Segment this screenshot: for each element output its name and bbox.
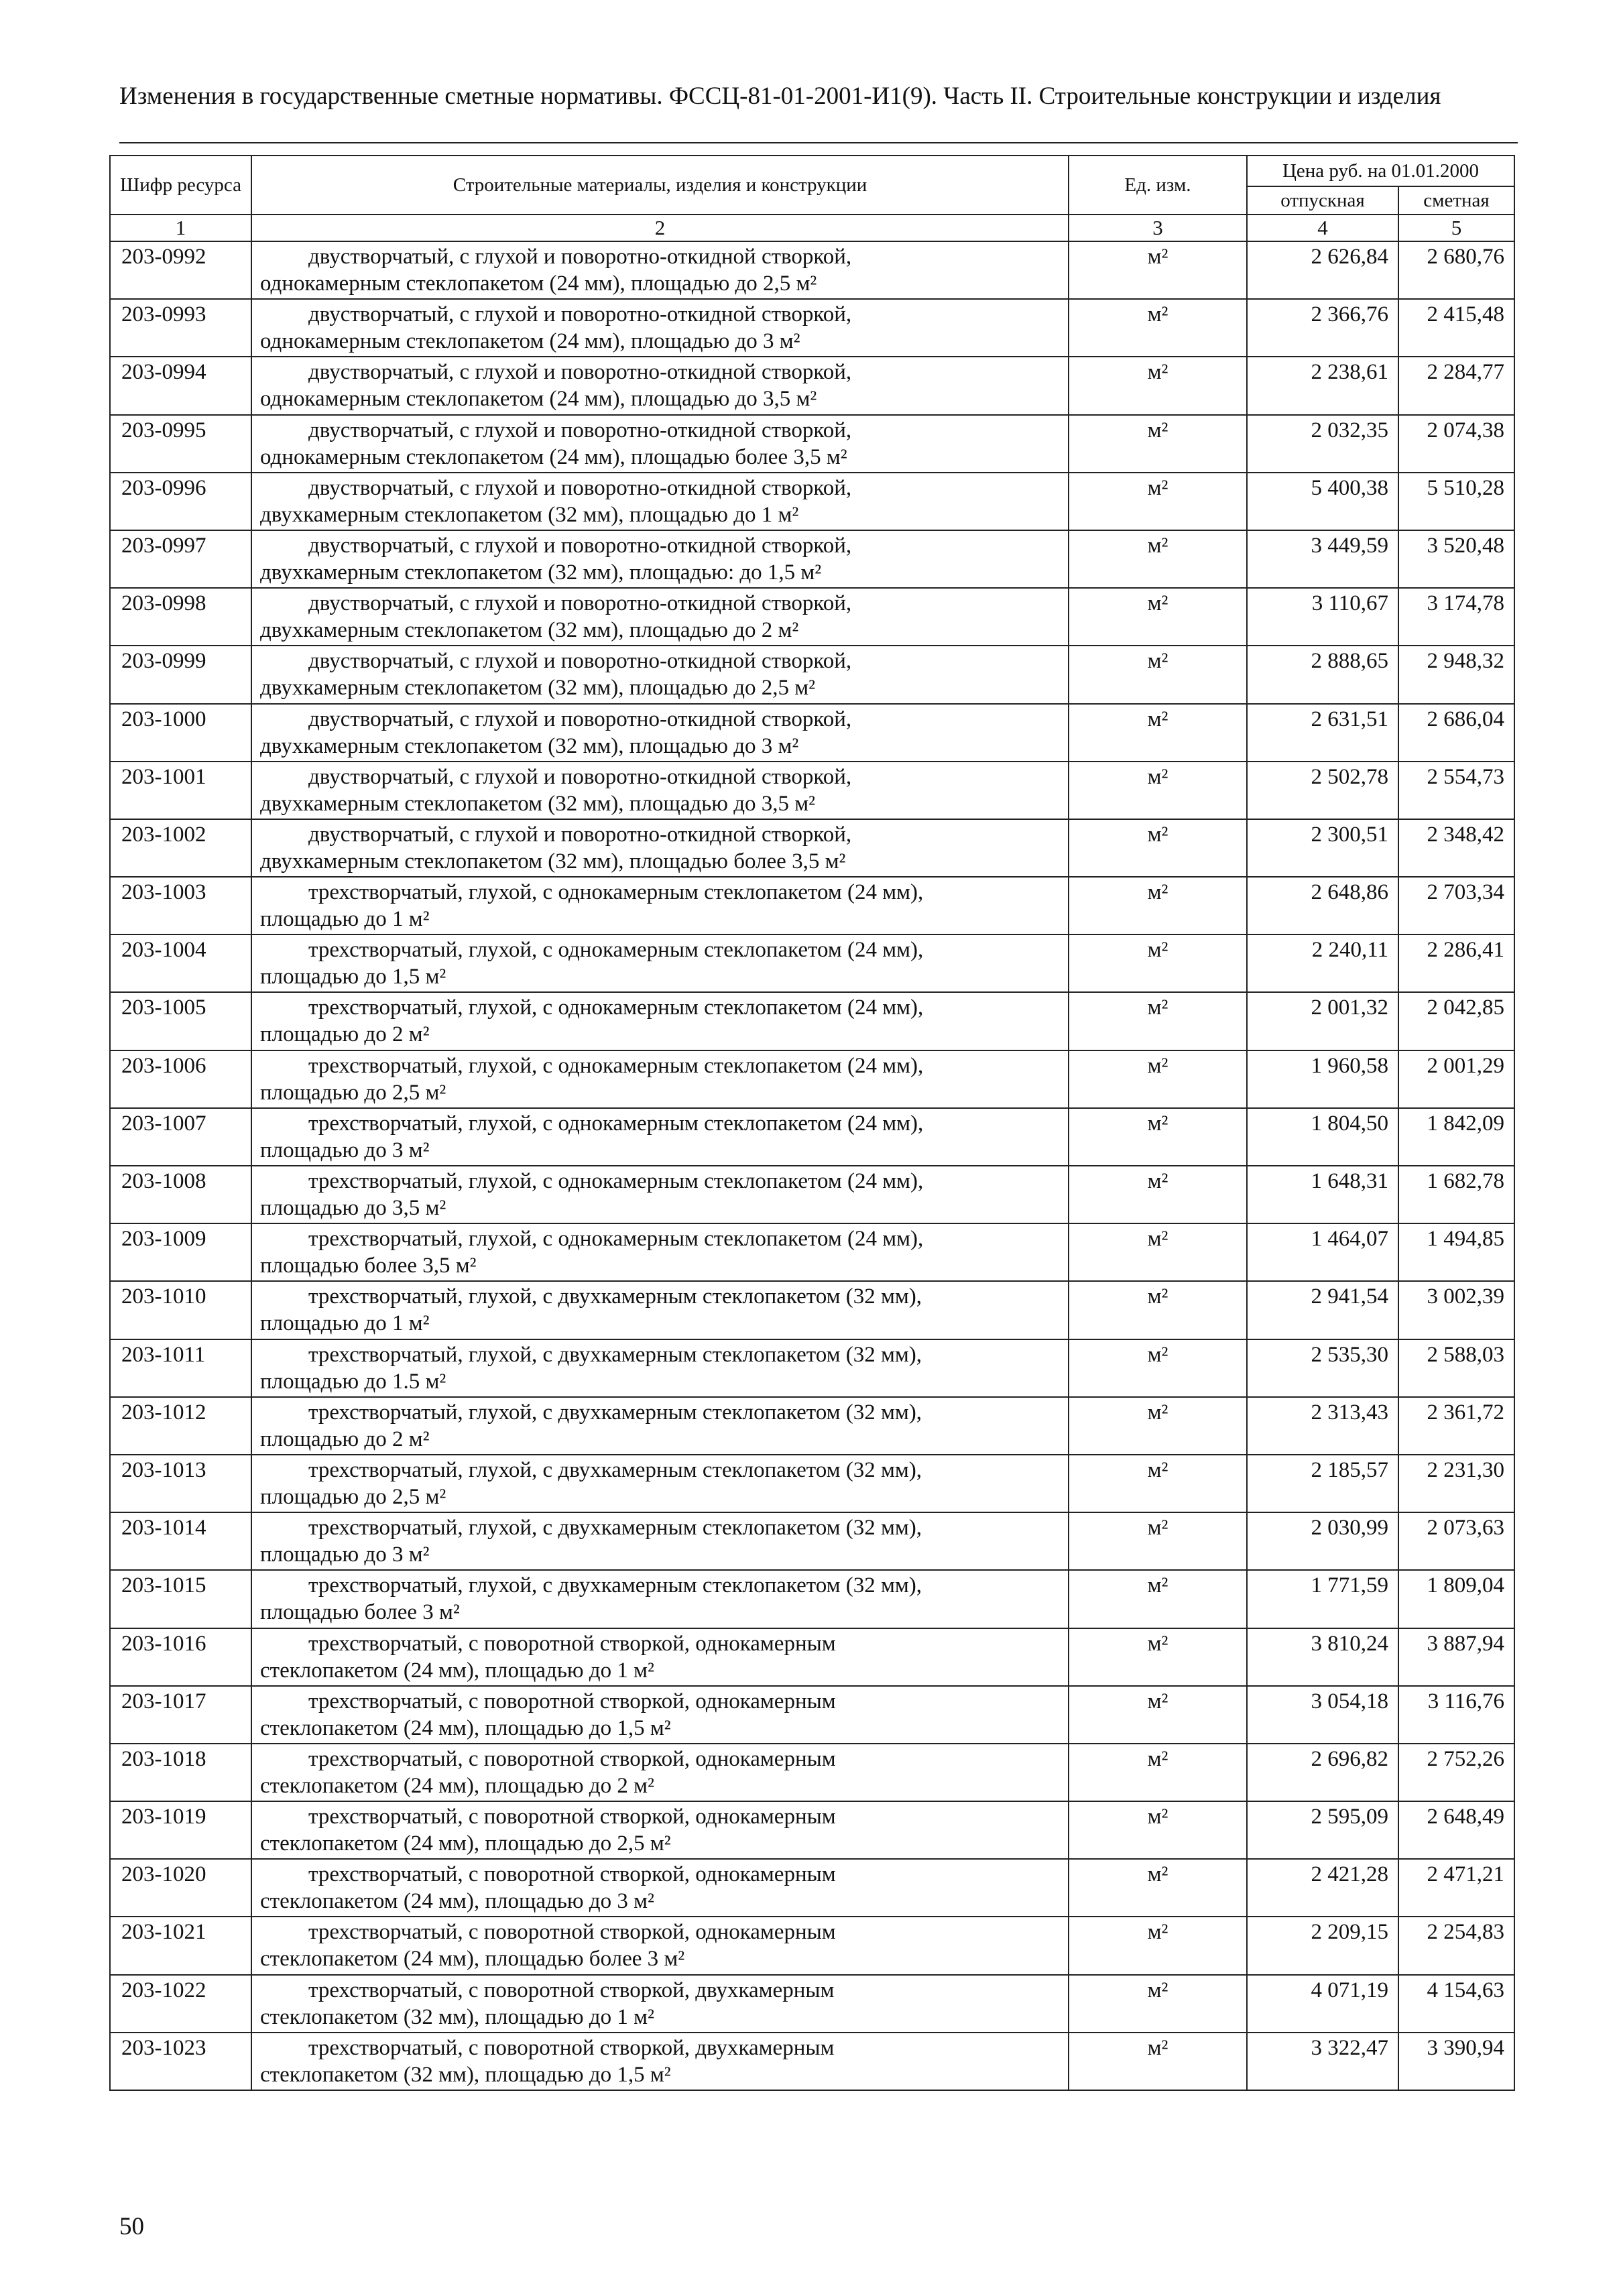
- unit-of-measure: м²: [1069, 588, 1247, 646]
- estimate-price: 1 682,78: [1398, 1166, 1514, 1223]
- unit-of-measure: м²: [1069, 1628, 1247, 1686]
- description-line-2: двухкамерным стеклопакетом (32 мм), площадью до 2,5 м²: [260, 676, 816, 701]
- description-line-2: стеклопакетом (24 мм), площадью до 2 м²: [260, 1773, 654, 1798]
- estimate-price: 3 002,39: [1398, 1281, 1514, 1339]
- table-row: [110, 530, 1514, 588]
- description-line-2: площадью до 3 м²: [260, 1138, 430, 1162]
- description-line-2: двухкамерным стеклопакетом (32 мм), площадью более 3,5 м²: [260, 849, 846, 873]
- release-price: 1 648,31: [1247, 1166, 1398, 1223]
- release-price: 2 001,32: [1247, 992, 1398, 1050]
- description-line-2: стеклопакетом (24 мм), площадью до 2,5 м²: [260, 1831, 671, 1856]
- table-row: [110, 1050, 1514, 1108]
- release-price: 2 421,28: [1247, 1859, 1398, 1917]
- resource-description: [251, 2033, 1069, 2090]
- column-number: 3: [1069, 215, 1247, 241]
- resource-code: 203-1014: [110, 1512, 251, 1570]
- resource-code: 203-1011: [110, 1339, 251, 1397]
- table-row: [110, 819, 1514, 877]
- estimate-price: 2 415,48: [1398, 299, 1514, 357]
- unit-of-measure: м²: [1069, 762, 1247, 819]
- description-line-1: трехстворчатый, глухой, с двухкамерным стеклопакетом (32 мм),: [308, 1573, 922, 1598]
- table-row: [110, 1917, 1514, 1974]
- estimate-price: 2 348,42: [1398, 819, 1514, 877]
- estimate-price: 2 254,83: [1398, 1917, 1514, 1974]
- resource-description: [251, 1570, 1069, 1628]
- resource-description: [251, 704, 1069, 762]
- estimate-price: 1 809,04: [1398, 1570, 1514, 1628]
- estimate-price: 2 231,30: [1398, 1455, 1514, 1512]
- description-line-2: площадью до 1.5 м²: [260, 1369, 446, 1394]
- table-row: [110, 588, 1514, 646]
- unit-of-measure: м²: [1069, 1917, 1247, 1974]
- release-price: 2 696,82: [1247, 1744, 1398, 1801]
- unit-of-measure: м²: [1069, 530, 1247, 588]
- release-price: 2 941,54: [1247, 1281, 1398, 1339]
- estimate-price: 2 752,26: [1398, 1744, 1514, 1801]
- estimate-price: 2 286,41: [1398, 934, 1514, 992]
- table-row: [110, 1801, 1514, 1859]
- column-header-unit: Ед. изм.: [1069, 156, 1247, 215]
- table-row: [110, 241, 1514, 299]
- estimate-price: 2 680,76: [1398, 241, 1514, 299]
- resource-code: 203-0993: [110, 299, 251, 357]
- unit-of-measure: м²: [1069, 1108, 1247, 1166]
- unit-of-measure: м²: [1069, 992, 1247, 1050]
- description-line-1: трехстворчатый, глухой, с однокамерным стеклопакетом (24 мм),: [308, 1111, 924, 1136]
- description-line-1: трехстворчатый, глухой, с двухкамерным стеклопакетом (32 мм),: [308, 1284, 922, 1309]
- description-line-2: двухкамерным стеклопакетом (32 мм), площадью до 3,5 м²: [260, 791, 816, 816]
- column-header-release-price: отпускная: [1247, 186, 1398, 215]
- description-line-1: трехстворчатый, глухой, с однокамерным стеклопакетом (24 мм),: [308, 1053, 924, 1078]
- description-line-2: площадью до 2 м²: [260, 1427, 430, 1451]
- resource-code: 203-0996: [110, 473, 251, 530]
- release-price: 2 313,43: [1247, 1397, 1398, 1455]
- description-line-2: стеклопакетом (32 мм), площадью до 1,5 м²: [260, 2062, 671, 2087]
- table-row: [110, 1512, 1514, 1570]
- description-line-1: двустворчатый, с глухой и поворотно-откидной створкой,: [308, 418, 852, 442]
- column-header-code: Шифр ресурса: [110, 156, 251, 215]
- description-line-2: площадью более 3 м²: [260, 1600, 460, 1625]
- resource-description: [251, 819, 1069, 877]
- estimate-price: 3 390,94: [1398, 2033, 1514, 2090]
- table-row: [110, 1975, 1514, 2033]
- estimate-price: 2 284,77: [1398, 357, 1514, 414]
- estimate-price: 2 686,04: [1398, 704, 1514, 762]
- description-line-2: однокамерным стеклопакетом (24 мм), площадью более 3,5 м²: [260, 444, 847, 469]
- resource-description: [251, 1917, 1069, 1974]
- table-row: [110, 646, 1514, 703]
- table-row: [110, 1570, 1514, 1628]
- column-header-name: Строительные материалы, изделия и конструкции: [251, 156, 1069, 215]
- release-price: 2 626,84: [1247, 241, 1398, 299]
- unit-of-measure: м²: [1069, 1397, 1247, 1455]
- resource-description: [251, 1801, 1069, 1859]
- description-line-1: двустворчатый, с глухой и поворотно-откидной створкой,: [308, 591, 852, 616]
- estimate-price: 2 588,03: [1398, 1339, 1514, 1397]
- resource-description: [251, 992, 1069, 1050]
- header-rule: [119, 142, 1518, 143]
- resource-code: 203-1023: [110, 2033, 251, 2090]
- description-line-1: трехстворчатый, с поворотной створкой, однокамерным: [308, 1631, 836, 1656]
- resource-code: 203-0999: [110, 646, 251, 703]
- table-row: [110, 1223, 1514, 1281]
- release-price: 2 240,11: [1247, 934, 1398, 992]
- unit-of-measure: м²: [1069, 1570, 1247, 1628]
- release-price: 2 888,65: [1247, 646, 1398, 703]
- resource-description: [251, 1281, 1069, 1339]
- description-line-2: стеклопакетом (32 мм), площадью до 1 м²: [260, 2004, 654, 2029]
- unit-of-measure: м²: [1069, 473, 1247, 530]
- description-line-1: трехстворчатый, глухой, с однокамерным стеклопакетом (24 мм),: [308, 880, 924, 905]
- table-row: [110, 1859, 1514, 1917]
- column-header-price-group: Цена руб. на 01.01.2000: [1247, 156, 1514, 186]
- unit-of-measure: м²: [1069, 1975, 1247, 2033]
- description-line-2: площадью до 1 м²: [260, 1311, 430, 1336]
- description-line-1: трехстворчатый, с поворотной створкой, двухкамерным: [308, 1978, 835, 2002]
- description-line-2: двухкамерным стеклопакетом (32 мм), площадью: до 1,5 м²: [260, 560, 822, 585]
- table-row: [110, 1686, 1514, 1744]
- table-row: [110, 704, 1514, 762]
- resource-description: [251, 1975, 1069, 2033]
- release-price: 5 400,38: [1247, 473, 1398, 530]
- resource-code: 203-0992: [110, 241, 251, 299]
- description-line-1: трехстворчатый, с поворотной створкой, однокамерным: [308, 1746, 836, 1771]
- estimate-price: 5 510,28: [1398, 473, 1514, 530]
- release-price: 3 810,24: [1247, 1628, 1398, 1686]
- unit-of-measure: м²: [1069, 1859, 1247, 1917]
- release-price: 3 322,47: [1247, 2033, 1398, 2090]
- table-row: [110, 992, 1514, 1050]
- table-row: [110, 473, 1514, 530]
- estimate-price: 2 554,73: [1398, 762, 1514, 819]
- unit-of-measure: м²: [1069, 2033, 1247, 2090]
- resource-code: 203-0994: [110, 357, 251, 414]
- description-line-2: двухкамерным стеклопакетом (32 мм), площадью до 3 м²: [260, 733, 799, 758]
- release-price: 2 631,51: [1247, 704, 1398, 762]
- description-line-2: площадью до 3,5 м²: [260, 1196, 446, 1220]
- release-price: 2 595,09: [1247, 1801, 1398, 1859]
- table-row: [110, 1455, 1514, 1512]
- description-line-1: трехстворчатый, глухой, с однокамерным стеклопакетом (24 мм),: [308, 1169, 924, 1193]
- description-line-1: трехстворчатый, с поворотной створкой, двухкамерным: [308, 2035, 835, 2060]
- unit-of-measure: м²: [1069, 1223, 1247, 1281]
- resource-code: 203-1019: [110, 1801, 251, 1859]
- resource-price-table: [109, 155, 1515, 2091]
- unit-of-measure: м²: [1069, 1512, 1247, 1570]
- resource-code: 203-1010: [110, 1281, 251, 1339]
- unit-of-measure: м²: [1069, 1801, 1247, 1859]
- resource-code: 203-1004: [110, 934, 251, 992]
- description-line-2: площадью более 3,5 м²: [260, 1254, 477, 1278]
- description-line-2: площадью до 1,5 м²: [260, 965, 446, 989]
- unit-of-measure: м²: [1069, 1339, 1247, 1397]
- table-row: [110, 2033, 1514, 2090]
- resource-code: 203-1005: [110, 992, 251, 1050]
- page-header: [119, 79, 1499, 114]
- release-price: 2 535,30: [1247, 1339, 1398, 1397]
- resource-description: [251, 1108, 1069, 1166]
- description-line-1: трехстворчатый, глухой, с однокамерным стеклопакетом (24 мм),: [308, 938, 924, 963]
- release-price: 2 238,61: [1247, 357, 1398, 414]
- resource-code: 203-1008: [110, 1166, 251, 1223]
- resource-code: 203-1015: [110, 1570, 251, 1628]
- resource-code: 203-0998: [110, 588, 251, 646]
- description-line-1: двустворчатый, с глухой и поворотно-откидной створкой,: [308, 302, 852, 327]
- resource-description: [251, 1512, 1069, 1570]
- column-number: 1: [110, 215, 251, 241]
- description-line-2: стеклопакетом (24 мм), площадью более 3 м²: [260, 1947, 685, 1972]
- resource-description: [251, 1628, 1069, 1686]
- resource-code: 203-1017: [110, 1686, 251, 1744]
- resource-description: [251, 588, 1069, 646]
- resource-description: [251, 415, 1069, 473]
- description-line-2: стеклопакетом (24 мм), площадью до 1 м²: [260, 1658, 654, 1683]
- estimate-price: 3 887,94: [1398, 1628, 1514, 1686]
- table-row: [110, 1281, 1514, 1339]
- release-price: 2 300,51: [1247, 819, 1398, 877]
- release-price: 2 648,86: [1247, 877, 1398, 934]
- resource-code: 203-1003: [110, 877, 251, 934]
- resource-description: [251, 299, 1069, 357]
- estimate-price: 2 042,85: [1398, 992, 1514, 1050]
- description-line-2: однокамерным стеклопакетом (24 мм), площадью до 3 м²: [260, 329, 800, 354]
- description-line-1: трехстворчатый, глухой, с однокамерным стеклопакетом (24 мм),: [308, 1227, 924, 1252]
- unit-of-measure: м²: [1069, 646, 1247, 703]
- release-price: 2 030,99: [1247, 1512, 1398, 1570]
- table-row: [110, 934, 1514, 992]
- resource-code: 203-1020: [110, 1859, 251, 1917]
- unit-of-measure: м²: [1069, 241, 1247, 299]
- estimate-price: 2 703,34: [1398, 877, 1514, 934]
- estimate-price: 2 648,49: [1398, 1801, 1514, 1859]
- unit-of-measure: м²: [1069, 1166, 1247, 1223]
- release-price: 2 032,35: [1247, 415, 1398, 473]
- description-line-2: однокамерным стеклопакетом (24 мм), площадью до 3,5 м²: [260, 387, 817, 412]
- unit-of-measure: м²: [1069, 1281, 1247, 1339]
- table-row: [110, 299, 1514, 357]
- description-line-2: площадью до 3 м²: [260, 1543, 430, 1567]
- description-line-1: двустворчатый, с глухой и поворотно-откидной створкой,: [308, 245, 852, 269]
- table-row: [110, 1166, 1514, 1223]
- estimate-price: 2 471,21: [1398, 1859, 1514, 1917]
- description-line-1: трехстворчатый, глухой, с двухкамерным стеклопакетом (32 мм),: [308, 1457, 922, 1482]
- estimate-price: 2 001,29: [1398, 1050, 1514, 1108]
- resource-code: 203-1018: [110, 1744, 251, 1801]
- resource-description: [251, 934, 1069, 992]
- resource-code: 203-1013: [110, 1455, 251, 1512]
- resource-description: [251, 1686, 1069, 1744]
- column-number: 5: [1398, 215, 1514, 241]
- description-line-2: двухкамерным стеклопакетом (32 мм), площадью до 2 м²: [260, 618, 799, 643]
- resource-description: [251, 473, 1069, 530]
- description-line-2: двухкамерным стеклопакетом (32 мм), площадью до 1 м²: [260, 502, 799, 527]
- description-line-1: трехстворчатый, глухой, с двухкамерным стеклопакетом (32 мм),: [308, 1400, 922, 1425]
- unit-of-measure: м²: [1069, 877, 1247, 934]
- unit-of-measure: м²: [1069, 1744, 1247, 1801]
- table-row: [110, 415, 1514, 473]
- resource-code: 203-1009: [110, 1223, 251, 1281]
- resource-description: [251, 1166, 1069, 1223]
- table-row: [110, 1397, 1514, 1455]
- resource-description: [251, 1050, 1069, 1108]
- estimate-price: 4 154,63: [1398, 1975, 1514, 2033]
- resource-description: [251, 241, 1069, 299]
- column-number: 4: [1247, 215, 1398, 241]
- table-row: [110, 877, 1514, 934]
- table-body: [110, 241, 1514, 2090]
- description-line-1: двустворчатый, с глухой и поворотно-откидной створкой,: [308, 360, 852, 385]
- estimate-price: 3 174,78: [1398, 588, 1514, 646]
- release-price: 1 960,58: [1247, 1050, 1398, 1108]
- release-price: 2 366,76: [1247, 299, 1398, 357]
- description-line-1: двустворчатый, с глухой и поворотно-откидной створкой,: [308, 533, 852, 558]
- estimate-price: 3 520,48: [1398, 530, 1514, 588]
- estimate-price: 1 842,09: [1398, 1108, 1514, 1166]
- table-row: [110, 1108, 1514, 1166]
- resource-code: 203-0997: [110, 530, 251, 588]
- description-line-1: двустворчатый, с глухой и поворотно-откидной створкой,: [308, 822, 852, 847]
- resource-description: [251, 646, 1069, 703]
- estimate-price: 3 116,76: [1398, 1686, 1514, 1744]
- resource-description: [251, 1339, 1069, 1397]
- description-line-2: площадью до 2,5 м²: [260, 1080, 446, 1105]
- unit-of-measure: м²: [1069, 1455, 1247, 1512]
- release-price: 4 071,19: [1247, 1975, 1398, 2033]
- resource-description: [251, 1397, 1069, 1455]
- table-header: [110, 156, 1514, 241]
- resource-code: 203-1006: [110, 1050, 251, 1108]
- description-line-1: трехстворчатый, глухой, с однокамерным стеклопакетом (24 мм),: [308, 995, 924, 1020]
- estimate-price: 2 074,38: [1398, 415, 1514, 473]
- resource-code: 203-1002: [110, 819, 251, 877]
- table-row: [110, 762, 1514, 819]
- unit-of-measure: м²: [1069, 704, 1247, 762]
- description-line-1: двустворчатый, с глухой и поворотно-откидной створкой,: [308, 475, 852, 500]
- resource-code: 203-1012: [110, 1397, 251, 1455]
- resource-code: 203-1021: [110, 1917, 251, 1974]
- table-row: [110, 1339, 1514, 1397]
- table-row: [110, 1744, 1514, 1801]
- resource-description: [251, 762, 1069, 819]
- resource-code: 203-1000: [110, 704, 251, 762]
- description-line-1: двустворчатый, с глухой и поворотно-откидной створкой,: [308, 764, 852, 789]
- resource-code: 203-0995: [110, 415, 251, 473]
- estimate-price: 1 494,85: [1398, 1223, 1514, 1281]
- resource-description: [251, 530, 1069, 588]
- resource-description: [251, 1455, 1069, 1512]
- release-price: 2 185,57: [1247, 1455, 1398, 1512]
- description-line-2: стеклопакетом (24 мм), площадью до 1,5 м²: [260, 1715, 671, 1740]
- unit-of-measure: м²: [1069, 819, 1247, 877]
- description-line-2: стеклопакетом (24 мм), площадью до 3 м²: [260, 1889, 654, 1914]
- unit-of-measure: м²: [1069, 357, 1247, 414]
- release-price: 2 209,15: [1247, 1917, 1398, 1974]
- description-line-1: трехстворчатый, с поворотной створкой, однокамерным: [308, 1689, 836, 1713]
- description-line-1: трехстворчатый, глухой, с двухкамерным стеклопакетом (32 мм),: [308, 1342, 922, 1367]
- resource-code: 203-1016: [110, 1628, 251, 1686]
- description-line-2: площадью до 2,5 м²: [260, 1484, 446, 1509]
- unit-of-measure: м²: [1069, 1050, 1247, 1108]
- description-line-1: двустворчатый, с глухой и поворотно-откидной створкой,: [308, 649, 852, 674]
- release-price: 2 502,78: [1247, 762, 1398, 819]
- estimate-price: 2 361,72: [1398, 1397, 1514, 1455]
- release-price: 3 449,59: [1247, 530, 1398, 588]
- description-line-1: трехстворчатый, с поворотной створкой, однокамерным: [308, 1805, 836, 1829]
- release-price: 3 054,18: [1247, 1686, 1398, 1744]
- table-row: [110, 1628, 1514, 1686]
- column-number: 2: [251, 215, 1069, 241]
- description-line-1: трехстворчатый, глухой, с двухкамерным стеклопакетом (32 мм),: [308, 1516, 922, 1540]
- release-price: 1 804,50: [1247, 1108, 1398, 1166]
- release-price: 1 771,59: [1247, 1570, 1398, 1628]
- description-line-2: площадью до 2 м²: [260, 1022, 430, 1047]
- resource-code: 203-1022: [110, 1975, 251, 2033]
- resource-description: [251, 1744, 1069, 1801]
- description-line-2: однокамерным стеклопакетом (24 мм), площадью до 2,5 м²: [260, 271, 817, 296]
- resource-code: 203-1001: [110, 762, 251, 819]
- resource-description: [251, 877, 1069, 934]
- description-line-2: площадью до 1 м²: [260, 907, 430, 932]
- unit-of-measure: м²: [1069, 1686, 1247, 1744]
- release-price: 3 110,67: [1247, 588, 1398, 646]
- estimate-price: 2 948,32: [1398, 646, 1514, 703]
- resource-description: [251, 1223, 1069, 1281]
- unit-of-measure: м²: [1069, 934, 1247, 992]
- page-header-title: Изменения в государственные сметные нормативы. ФССЦ-81-01-2001-И1(9). Часть II. Строительные конструкции и изделия: [119, 82, 1441, 110]
- description-line-1: трехстворчатый, с поворотной створкой, однокамерным: [308, 1862, 836, 1887]
- resource-code: 203-1007: [110, 1108, 251, 1166]
- estimate-price: 2 073,63: [1398, 1512, 1514, 1570]
- unit-of-measure: м²: [1069, 415, 1247, 473]
- table-row: [110, 357, 1514, 414]
- column-header-estimate-price: сметная: [1398, 186, 1514, 215]
- release-price: 1 464,07: [1247, 1223, 1398, 1281]
- description-line-1: двустворчатый, с глухой и поворотно-откидной створкой,: [308, 707, 852, 731]
- resource-description: [251, 1859, 1069, 1917]
- description-line-1: трехстворчатый, с поворотной створкой, однокамерным: [308, 1920, 836, 1945]
- unit-of-measure: м²: [1069, 299, 1247, 357]
- page-number: 50: [119, 2213, 144, 2240]
- resource-description: [251, 357, 1069, 414]
- column-number-row: [110, 215, 1514, 241]
